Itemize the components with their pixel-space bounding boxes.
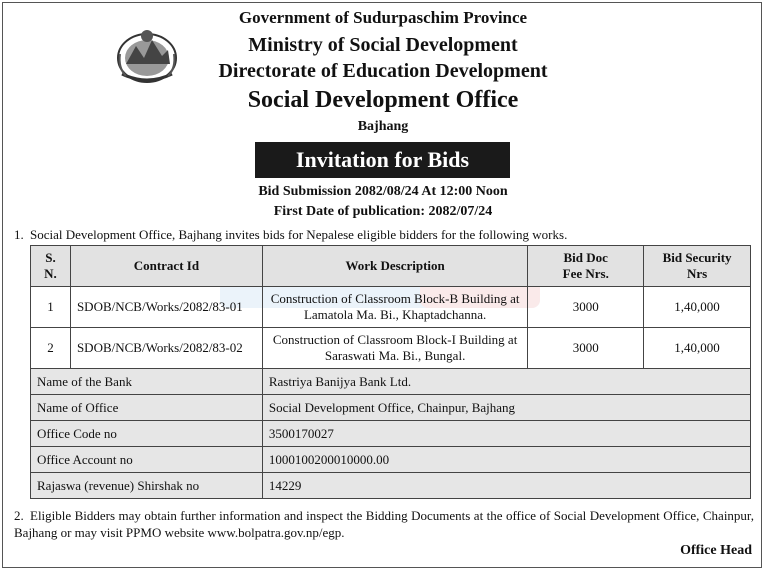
info-value: 3500170027: [262, 421, 750, 447]
row-sn: 1: [31, 287, 71, 328]
paragraph-number: 1.: [14, 227, 24, 242]
info-value: 1000100200010000.00: [262, 447, 750, 473]
header-contract-id: Contract Id: [70, 246, 262, 287]
table-row: [31, 287, 751, 328]
header-bid-security: Bid Security Nrs: [644, 246, 751, 287]
info-label: Name of the Bank: [31, 369, 263, 395]
info-label: Rajaswa (revenue) Shirshak no: [31, 473, 263, 499]
bid-submission-date: Bid Submission 2082/08/24 At 12:00 Noon: [258, 184, 508, 199]
info-label: Office Code no: [31, 421, 263, 447]
row-bid-security: 1,40,000: [644, 328, 751, 369]
table-row: [31, 328, 751, 369]
row-sn: 2: [31, 328, 71, 369]
publication-date: First Date of publication: 2082/07/24: [273, 204, 493, 219]
info-value: 14229: [262, 473, 750, 499]
bids-table: [30, 245, 751, 499]
header-district: Bajhang: [357, 119, 409, 134]
title-banner: Invitation for Bids: [255, 142, 510, 178]
row-work-description: Construction of Classroom Block-B Building at Lamatola Ma. Bi., Khaptadchanna.: [262, 287, 527, 328]
info-row-bank: [31, 369, 751, 395]
header-directorate: Directorate of Education Development: [218, 60, 548, 82]
header-sn: S. N.: [31, 246, 71, 287]
info-value: Social Development Office, Chainpur, Bajhang: [262, 395, 750, 421]
info-row-revenue: [31, 473, 751, 499]
paragraph-number: 2.: [14, 508, 24, 523]
row-contract-id: SDOB/NCB/Works/2082/83-01: [70, 287, 262, 328]
info-value: Rastriya Banijya Bank Ltd.: [262, 369, 750, 395]
invitation-text: Social Development Office, Bajhang invites bids for Nepalese eligible bidders for the following works.: [30, 227, 568, 242]
header-government: Government of Sudurpaschim Province: [238, 8, 528, 27]
header-ministry: Ministry of Social Development: [248, 34, 518, 56]
header-office: Social Development Office: [247, 87, 519, 113]
row-bid-doc-fee: 3000: [528, 328, 644, 369]
bidding-documents-paragraph: [14, 507, 754, 541]
header-work-description: Work Description: [262, 246, 527, 287]
table-header-row: [31, 246, 751, 287]
invitation-paragraph: [14, 226, 754, 243]
signature: Office Head: [680, 543, 752, 558]
info-row-office-code: [31, 421, 751, 447]
info-label: Name of Office: [31, 395, 263, 421]
header-bid-doc-fee: Bid Doc Fee Nrs.: [528, 246, 644, 287]
info-row-office-name: [31, 395, 751, 421]
row-bid-doc-fee: 3000: [528, 287, 644, 328]
row-contract-id: SDOB/NCB/Works/2082/83-02: [70, 328, 262, 369]
row-work-description: Construction of Classroom Block-I Building at Saraswati Ma. Bi., Bungal.: [262, 328, 527, 369]
row-bid-security: 1,40,000: [644, 287, 751, 328]
bidding-documents-text: Eligible Bidders may obtain further information and inspect the Bidding Documents at the office of Social Development Office, Chainpur, Bajhang or may visit PPMO website www.bolpatra.gov.np/egp.: [14, 508, 754, 540]
info-label: Office Account no: [31, 447, 263, 473]
info-row-account: [31, 447, 751, 473]
